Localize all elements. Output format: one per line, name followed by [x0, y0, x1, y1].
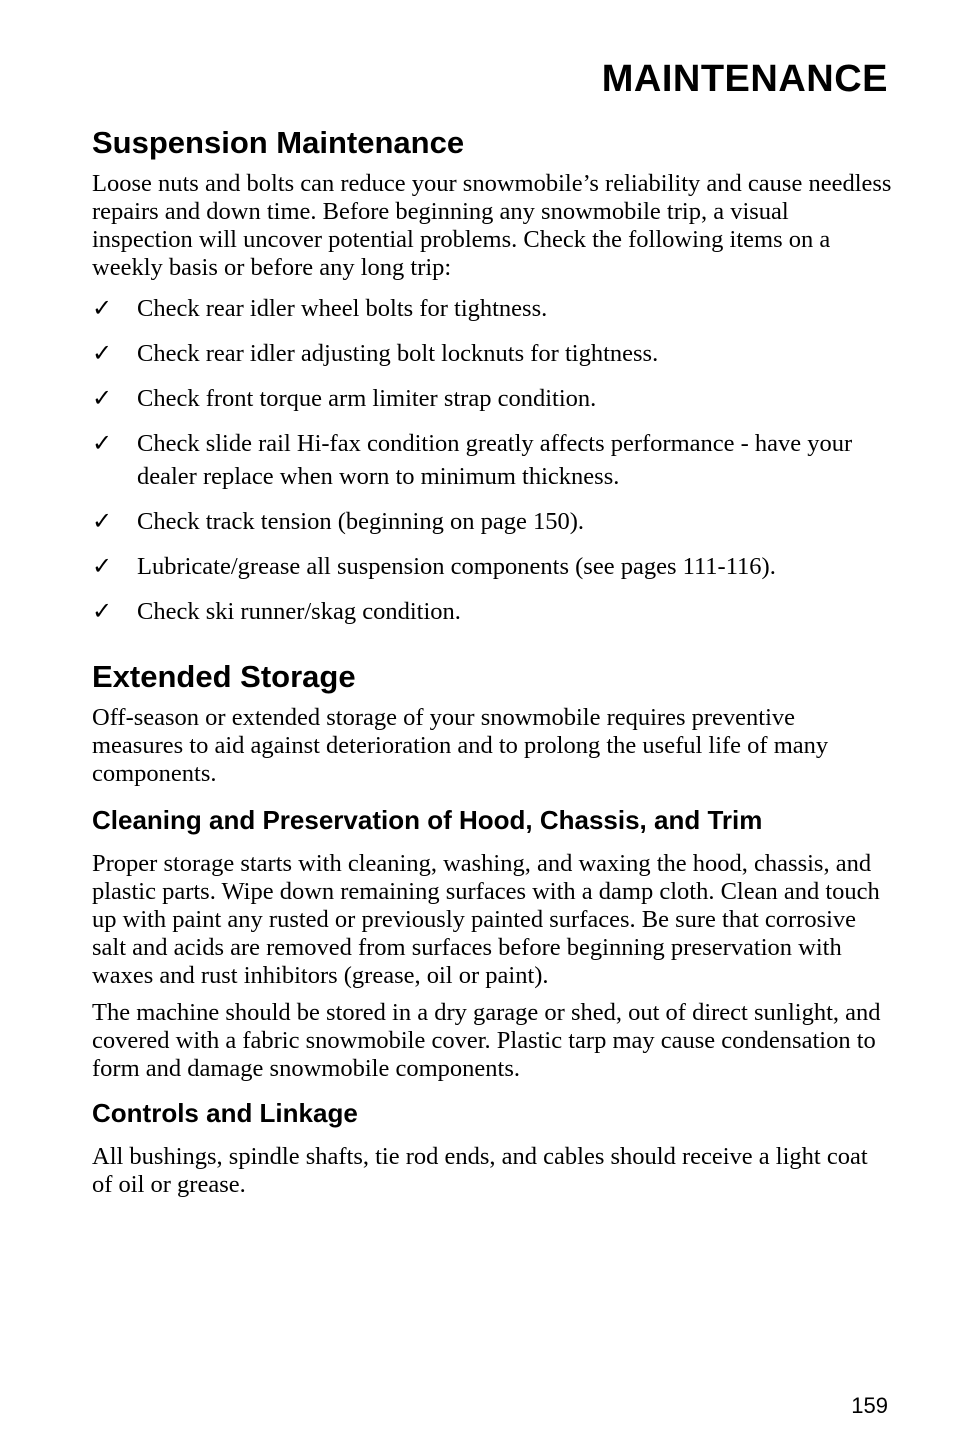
checklist-item-text: Check ski runner/skag condition. — [137, 598, 461, 625]
section-suspension-maintenance — [92, 124, 892, 628]
checklist-item-text: Lubricate/grease all suspension components (see pages 111-116). — [137, 553, 776, 580]
subheading-cleaning: Cleaning and Preservation of Hood, Chassis, and Trim — [92, 805, 763, 835]
checklist-item — [92, 595, 892, 628]
checklist-item — [92, 382, 892, 415]
page-header-title: MAINTENANCE — [601, 58, 888, 100]
checklist-item-text: Check front torque arm limiter strap condition. — [137, 385, 597, 412]
suspension-intro: Loose nuts and bolts can reduce your snowmobile’s reliability and cause needless repairs and down time. Before beginning any snowmobile trip, a visual inspection will uncover potential problems. Check the following items on a weekly basis or before any long trip: — [92, 170, 892, 281]
checkmark-icon: ✓ — [92, 552, 113, 580]
checklist-item-text: Check track tension (beginning on page 150). — [137, 508, 585, 535]
checklist-item-text: Check rear idler wheel bolts for tightness. — [137, 295, 548, 322]
subheading-controls: Controls and Linkage — [92, 1098, 358, 1128]
section-heading-storage: Extended Storage — [92, 659, 356, 694]
checkmark-icon: ✓ — [92, 429, 113, 457]
page-number: 159 — [851, 1393, 888, 1418]
checkmark-icon: ✓ — [92, 339, 113, 367]
checklist-item — [92, 292, 892, 325]
checklist-item — [92, 550, 892, 583]
page-content — [92, 124, 892, 1199]
checkmark-icon: ✓ — [92, 597, 113, 625]
section-heading-suspension: Suspension Maintenance — [92, 125, 465, 160]
checklist-item — [92, 337, 892, 370]
checklist-item — [92, 427, 892, 493]
checkmark-icon: ✓ — [92, 507, 113, 535]
cleaning-paragraph: Proper storage starts with cleaning, washing, and waxing the hood, chassis, and plastic parts. Wipe down remaining surfaces with a damp cloth. Clean and touch up with paint any rusted or previously painted surfaces. Be sure that corrosive salt and acids are removed from surfaces before beginning preservation with waxes and rust inhibitors (grease, oil or paint). — [92, 850, 880, 989]
checkmark-icon: ✓ — [92, 294, 113, 322]
checklist-item — [92, 505, 892, 538]
controls-paragraph: All bushings, spindle shafts, tie rod ends, and cables should receive a light coat of oil or grease. — [92, 1143, 868, 1198]
checkmark-icon: ✓ — [92, 384, 113, 412]
checklist-item-text: Check slide rail Hi-fax condition greatly affects performance - have your dealer replace when worn to minimum thickness. — [137, 430, 853, 490]
storage-intro: Off-season or extended storage of your snowmobile requires preventive measures to aid against deterioration and to prolong the useful life of many components. — [92, 704, 829, 787]
storage-location-paragraph: The machine should be stored in a dry garage or shed, out of direct sunlight, and covered with a fabric snowmobile cover. Plastic tarp may cause condensation to form and damage snowmobile components. — [92, 999, 881, 1082]
section-extended-storage — [92, 658, 892, 1199]
suspension-checklist — [92, 292, 892, 628]
checklist-item-text: Check rear idler adjusting bolt locknuts for tightness. — [137, 340, 659, 367]
